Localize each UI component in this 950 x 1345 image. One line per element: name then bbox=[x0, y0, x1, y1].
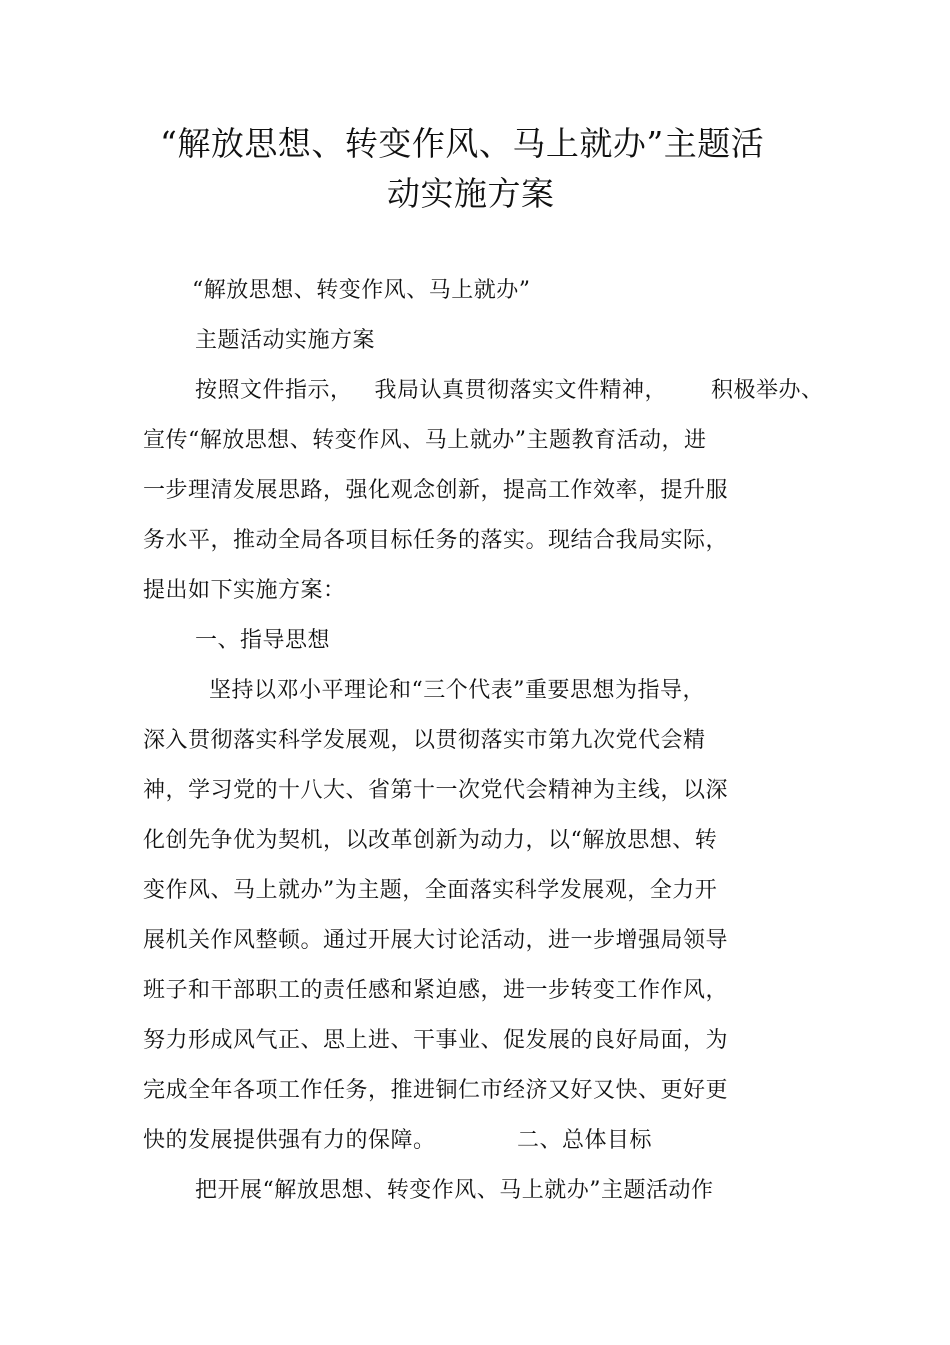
section-1-line-8: 努力形成风气正、思上进、干事业、促发展的良好局面，为 bbox=[143, 1028, 729, 1053]
intro-line-1 bbox=[195, 376, 824, 406]
section-1-line-5: 变作风、马上就办”为主题，全面落实科学发展观，全力开 bbox=[143, 878, 718, 903]
intro-line-1-part-c: 积极举办、 bbox=[711, 378, 824, 403]
intro-line-4: 务水平，推动全局各项目标任务的落实。现结合我局实际， bbox=[143, 528, 729, 553]
intro-line-2: 宣传“解放思想、转变作风、马上就办”主题教育活动，进 bbox=[143, 428, 707, 453]
section-2-heading: 二、总体目标 bbox=[517, 1128, 653, 1153]
intro-line-5: 提出如下实施方案： bbox=[143, 578, 346, 603]
section-1-line-4: 化创先争优为契机，以改革创新为动力，以“解放思想、转 bbox=[143, 828, 718, 853]
subtitle-line-1: “解放思想、转变作风、马上就办” bbox=[192, 278, 531, 303]
subtitle-line-2: 主题活动实施方案 bbox=[195, 328, 376, 353]
section-2-line-1: 把开展“解放思想、转变作风、马上就办”主题活动作 bbox=[195, 1178, 714, 1203]
section-1-line-9: 完成全年各项工作任务，推进铜仁市经济又好又快、更好更 bbox=[143, 1078, 729, 1103]
intro-line-1-part-a: 按照文件指示， bbox=[195, 378, 353, 403]
section-1-line-6: 展机关作风整顿。通过开展大讨论活动，进一步增强局领导 bbox=[143, 928, 729, 953]
intro-line-3: 一步理清发展思路，强化观念创新，提高工作效率，提升服 bbox=[143, 478, 729, 503]
section-1-line-1: 坚持以邓小平理论和“三个代表”重要思想为指导， bbox=[209, 678, 705, 703]
section-1-line-7: 班子和干部职工的责任感和紧迫感，进一步转变工作作风， bbox=[143, 978, 729, 1003]
document-title-line-2: 动实施方案 bbox=[387, 174, 555, 213]
intro-line-1-part-b: 我局认真贯彻落实文件精神， bbox=[374, 378, 668, 403]
section-1-line-10: 快的发展提供强有力的保障。 bbox=[143, 1128, 436, 1153]
section-1-line-3: 神，学习党的十八大、省第十一次党代会精神为主线，以深 bbox=[143, 778, 729, 803]
section-1-heading: 一、指导思想 bbox=[195, 628, 331, 653]
document-title-line-1: “解放思想、转变作风、马上就办”主题活 bbox=[160, 124, 765, 163]
section-1-line-2: 深入贯彻落实科学发展观，以贯彻落实市第九次党代会精 bbox=[143, 728, 706, 753]
